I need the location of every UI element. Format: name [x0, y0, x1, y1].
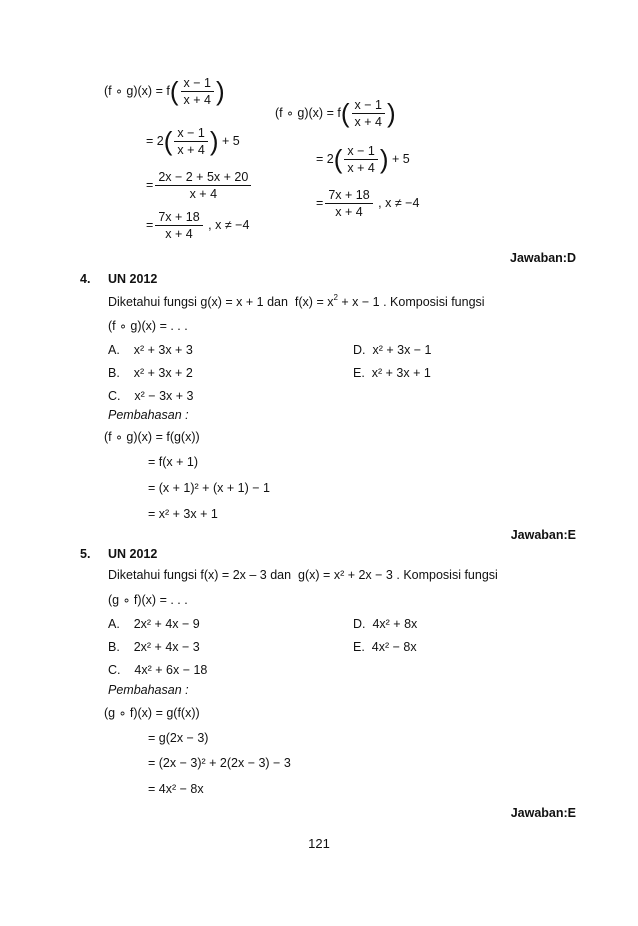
math-text: (f ∘ g)(x) = f [275, 105, 341, 120]
math-text: (f ∘ g)(x) = f [104, 83, 170, 98]
q4-step-4: = x² + 3x + 1 [148, 507, 218, 521]
option-text: 2x² + 4x − 9 [133, 617, 200, 631]
denominator: x + 4 [155, 225, 202, 241]
answer-q5: Jawaban:E [510, 806, 576, 820]
q4-number: 4. [80, 272, 91, 286]
page-number: 121 [308, 836, 330, 851]
q4-step-2: = f(x + 1) [148, 455, 199, 469]
q5-option-c[interactable] [108, 663, 207, 677]
option-label: A. [108, 343, 120, 357]
numerator: 7x + 18 [328, 188, 370, 202]
q5-option-d[interactable] [353, 617, 417, 631]
q4-option-d[interactable] [353, 343, 432, 357]
option-label: B. [108, 366, 120, 380]
top-right-line2: = 2( $\frac{x - 1}{x + 4}$ ) + 5 [316, 144, 410, 175]
q4-stem-text: Diketahui fungsi g(x) = x + 1 dan [108, 295, 288, 309]
numerator: 7x + 18 [158, 210, 200, 224]
option-label: A. [108, 617, 120, 631]
q5-stem-line2: (g ∘ f)(x) = . . . [108, 593, 188, 607]
denominator: x + 4 [344, 159, 377, 175]
top-left-line3 [146, 170, 253, 201]
q5-stem-text: Diketahui fungsi f(x) = 2x – 3 dan [108, 568, 292, 582]
q4-stem-math-rest: + x − 1 [337, 295, 380, 309]
top-left-line1: (f ∘ g)(x) = f( $\frac{x - 1}{x + 4}$ ) [104, 76, 225, 107]
answer-q4: Jawaban:E [510, 528, 576, 542]
q5-stem-text-b: . Komposisi fungsi [396, 568, 498, 582]
math-text: = [316, 195, 324, 210]
top-left-line4 [146, 210, 249, 241]
option-label: E. [353, 366, 365, 380]
math-text: = [146, 217, 154, 232]
answer-top: Jawaban:D [510, 251, 576, 265]
q5-step-4: = 4x² − 8x [148, 782, 204, 796]
q5-number: 5. [80, 547, 91, 561]
option-text: x² + 3x − 1 [372, 343, 432, 357]
math-text: = 2 [146, 133, 164, 148]
q4-option-c[interactable] [108, 389, 193, 403]
option-label: C. [108, 663, 121, 677]
numerator: x − 1 [177, 126, 205, 140]
numerator: 2x − 2 + 5x + 20 [158, 170, 249, 184]
q5-option-b[interactable] [108, 640, 200, 654]
q5-step-3: = (2x − 3)² + 2(2x − 3) − 3 [148, 756, 291, 770]
option-text: x² − 3x + 3 [134, 389, 194, 403]
option-text: 4x² + 6x − 18 [134, 663, 208, 677]
q5-option-e[interactable] [353, 640, 417, 654]
option-text: 2x² + 4x − 3 [133, 640, 200, 654]
math-text: + 5 [392, 151, 410, 166]
math-text: = 2 [316, 151, 334, 166]
option-label: D. [353, 343, 366, 357]
q4-step-3: = (x + 1)² + (x + 1) − 1 [148, 481, 270, 495]
q5-step-1: (g ∘ f)(x) = g(f(x)) [104, 706, 200, 720]
q4-source: UN 2012 [108, 272, 158, 286]
q4-option-b[interactable] [108, 366, 193, 380]
q4-option-e[interactable] [353, 366, 431, 380]
q4-pembahasan: Pembahasan : [108, 408, 189, 422]
option-text: 4x² − 8x [371, 640, 417, 654]
math-text: , x ≠ −4 [208, 217, 250, 232]
denominator: x + 4 [174, 141, 207, 157]
denominator: x + 4 [155, 185, 251, 201]
math-text: + 5 [222, 133, 240, 148]
q4-option-a[interactable] [108, 343, 193, 357]
option-text: x² + 3x + 2 [133, 366, 193, 380]
option-text: 4x² + 8x [372, 617, 418, 631]
math-text: = [146, 177, 154, 192]
q5-option-a[interactable] [108, 617, 200, 631]
q5-pembahasan: Pembahasan : [108, 683, 189, 697]
option-label: B. [108, 640, 120, 654]
option-text: x² + 3x + 1 [371, 366, 431, 380]
q4-stem-math: f(x) = x [294, 295, 334, 309]
q5-stem [108, 568, 498, 582]
denominator: x + 4 [325, 203, 372, 219]
q4-stem-text-b: . Komposisi fungsi [383, 295, 485, 309]
numerator: x − 1 [347, 144, 375, 158]
q5-step-2: = g(2x − 3) [148, 731, 209, 745]
top-right-line3 [316, 188, 419, 219]
q5-source: UN 2012 [108, 547, 158, 561]
option-label: C. [108, 389, 121, 403]
option-text: x² + 3x + 3 [133, 343, 193, 357]
top-left-line2: = 2( $\frac{x - 1}{x + 4}$ ) + 5 [146, 126, 240, 157]
q4-step-1: (f ∘ g)(x) = f(g(x)) [104, 430, 200, 444]
numerator: x − 1 [354, 98, 382, 112]
option-label: D. [353, 617, 366, 631]
denominator: x + 4 [352, 113, 385, 129]
q5-stem-math: g(x) = x² + 2x − 3 [298, 568, 393, 582]
math-text: , x ≠ −4 [378, 195, 420, 210]
numerator: x − 1 [183, 76, 211, 90]
q4-stem-line2: (f ∘ g)(x) = . . . [108, 319, 188, 333]
option-label: E. [353, 640, 365, 654]
q4-stem: Diketahui fungsi g(x) = x + 1 dan $f(x) = x^2 + x - 1$ . Komposisi fungsi [108, 293, 485, 309]
denominator: x + 4 [181, 91, 214, 107]
top-right-line1: (f ∘ g)(x) = f( $\frac{x - 1}{x + 4}$ ) [275, 98, 396, 129]
